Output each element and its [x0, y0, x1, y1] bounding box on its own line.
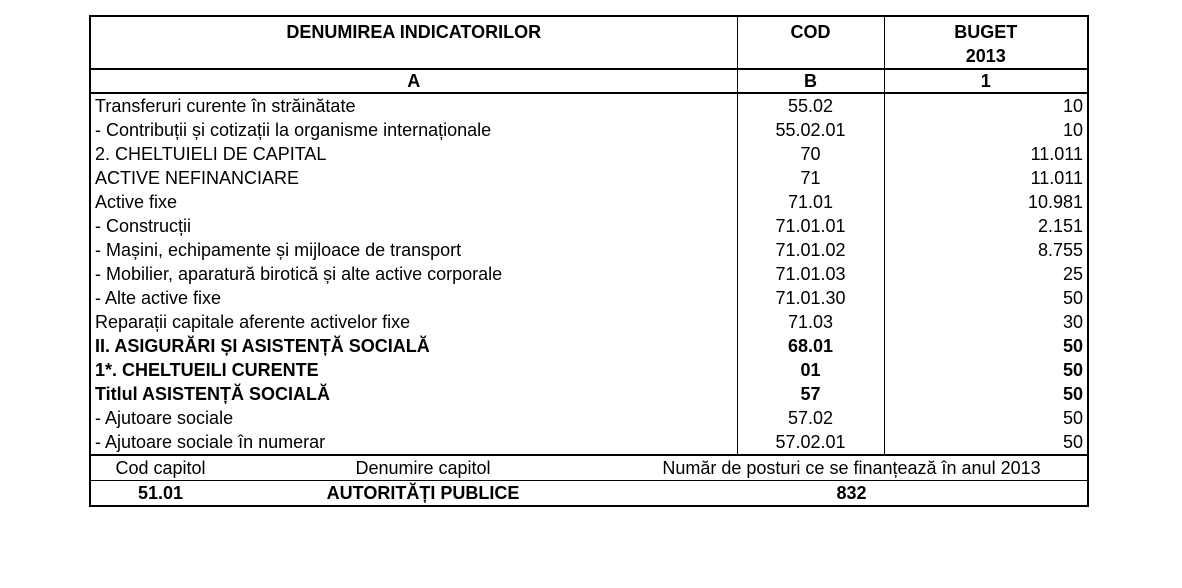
budget-document	[89, 15, 1087, 507]
header-code: COD	[737, 16, 884, 69]
row-code: 71.01	[737, 190, 884, 214]
row-value: 25	[884, 262, 1088, 286]
row-code: 68.01	[737, 334, 884, 358]
table-row	[90, 93, 1088, 118]
row-value: 50	[884, 382, 1088, 406]
footer-posts: 832	[616, 481, 1088, 507]
header-budget-line1: BUGET	[954, 22, 1018, 42]
header-name: DENUMIREA INDICATORILOR	[90, 16, 737, 69]
subheader-name: A	[90, 69, 737, 93]
row-code: 57.02.01	[737, 430, 884, 455]
table-body	[90, 93, 1088, 455]
row-name: Reparații capitale aferente activelor fixe	[90, 310, 737, 334]
table-row	[90, 118, 1088, 142]
table-row	[90, 190, 1088, 214]
row-value: 50	[884, 430, 1088, 455]
row-code: 71.01.01	[737, 214, 884, 238]
row-value: 50	[884, 406, 1088, 430]
table-row	[90, 214, 1088, 238]
row-value: 8.755	[884, 238, 1088, 262]
table-row	[90, 310, 1088, 334]
subheader-row	[90, 69, 1088, 93]
row-value: 50	[884, 286, 1088, 310]
row-name: - Ajutoare sociale în numerar	[90, 430, 737, 455]
row-code: 57	[737, 382, 884, 406]
row-value: 11.011	[884, 166, 1088, 190]
row-code: 55.02	[737, 93, 884, 118]
row-code: 71	[737, 166, 884, 190]
row-code: 70	[737, 142, 884, 166]
table-row	[90, 334, 1088, 358]
table-row	[90, 238, 1088, 262]
row-code: 57.02	[737, 406, 884, 430]
table-row	[90, 262, 1088, 286]
header-row	[90, 16, 1088, 69]
table-row	[90, 430, 1088, 455]
row-value: 10	[884, 118, 1088, 142]
row-name: - Contribuții și cotizații la organisme internaționale	[90, 118, 737, 142]
row-name: - Ajutoare sociale	[90, 406, 737, 430]
row-value: 50	[884, 358, 1088, 382]
header-budget	[884, 16, 1088, 69]
header-budget-line2: 2013	[965, 46, 1006, 66]
row-value: 50	[884, 334, 1088, 358]
row-value: 30	[884, 310, 1088, 334]
row-code: 71.01.30	[737, 286, 884, 310]
row-code: 55.02.01	[737, 118, 884, 142]
row-name: - Construcții	[90, 214, 737, 238]
row-value: 2.151	[884, 214, 1088, 238]
table-row	[90, 166, 1088, 190]
table-row	[90, 406, 1088, 430]
table-row	[90, 286, 1088, 310]
table-row	[90, 382, 1088, 406]
subheader-code: B	[737, 69, 884, 93]
row-code: 01	[737, 358, 884, 382]
row-value: 10	[884, 93, 1088, 118]
row-name: - Mașini, echipamente și mijloace de transport	[90, 238, 737, 262]
footer-code: 51.01	[90, 481, 230, 507]
row-name: II. ASIGURĂRI ȘI ASISTENȚĂ SOCIALĂ	[90, 334, 737, 358]
row-name: Active fixe	[90, 190, 737, 214]
row-name: 2. CHELTUIELI DE CAPITAL	[90, 142, 737, 166]
footer-label-code: Cod capitol	[115, 458, 206, 478]
footer-label-posts: Număr de posturi ce se finanțează în anul 2013	[662, 458, 1041, 478]
footer-labels-row	[90, 455, 1088, 481]
row-code: 71.01.02	[737, 238, 884, 262]
row-value: 11.011	[884, 142, 1088, 166]
row-code: 71.01.03	[737, 262, 884, 286]
footer-values-row	[90, 481, 1088, 507]
row-value: 10.981	[884, 190, 1088, 214]
row-name: 1*. CHELTUEILI CURENTE	[90, 358, 737, 382]
row-name: - Mobilier, aparatură birotică și alte active corporale	[90, 262, 737, 286]
budget-table	[89, 15, 1089, 456]
row-name: Titlul ASISTENȚĂ SOCIALĂ	[90, 382, 737, 406]
row-name: ACTIVE NEFINANCIARE	[90, 166, 737, 190]
footer-name: AUTORITĂȚI PUBLICE	[230, 481, 616, 507]
row-name: Transferuri curente în străinătate	[90, 93, 737, 118]
table-row	[90, 358, 1088, 382]
table-row	[90, 142, 1088, 166]
row-name: - Alte active fixe	[90, 286, 737, 310]
chapter-footer	[89, 454, 1089, 507]
subheader-budget: 1	[884, 69, 1088, 93]
footer-label-name: Denumire capitol	[355, 458, 491, 478]
row-code: 71.03	[737, 310, 884, 334]
